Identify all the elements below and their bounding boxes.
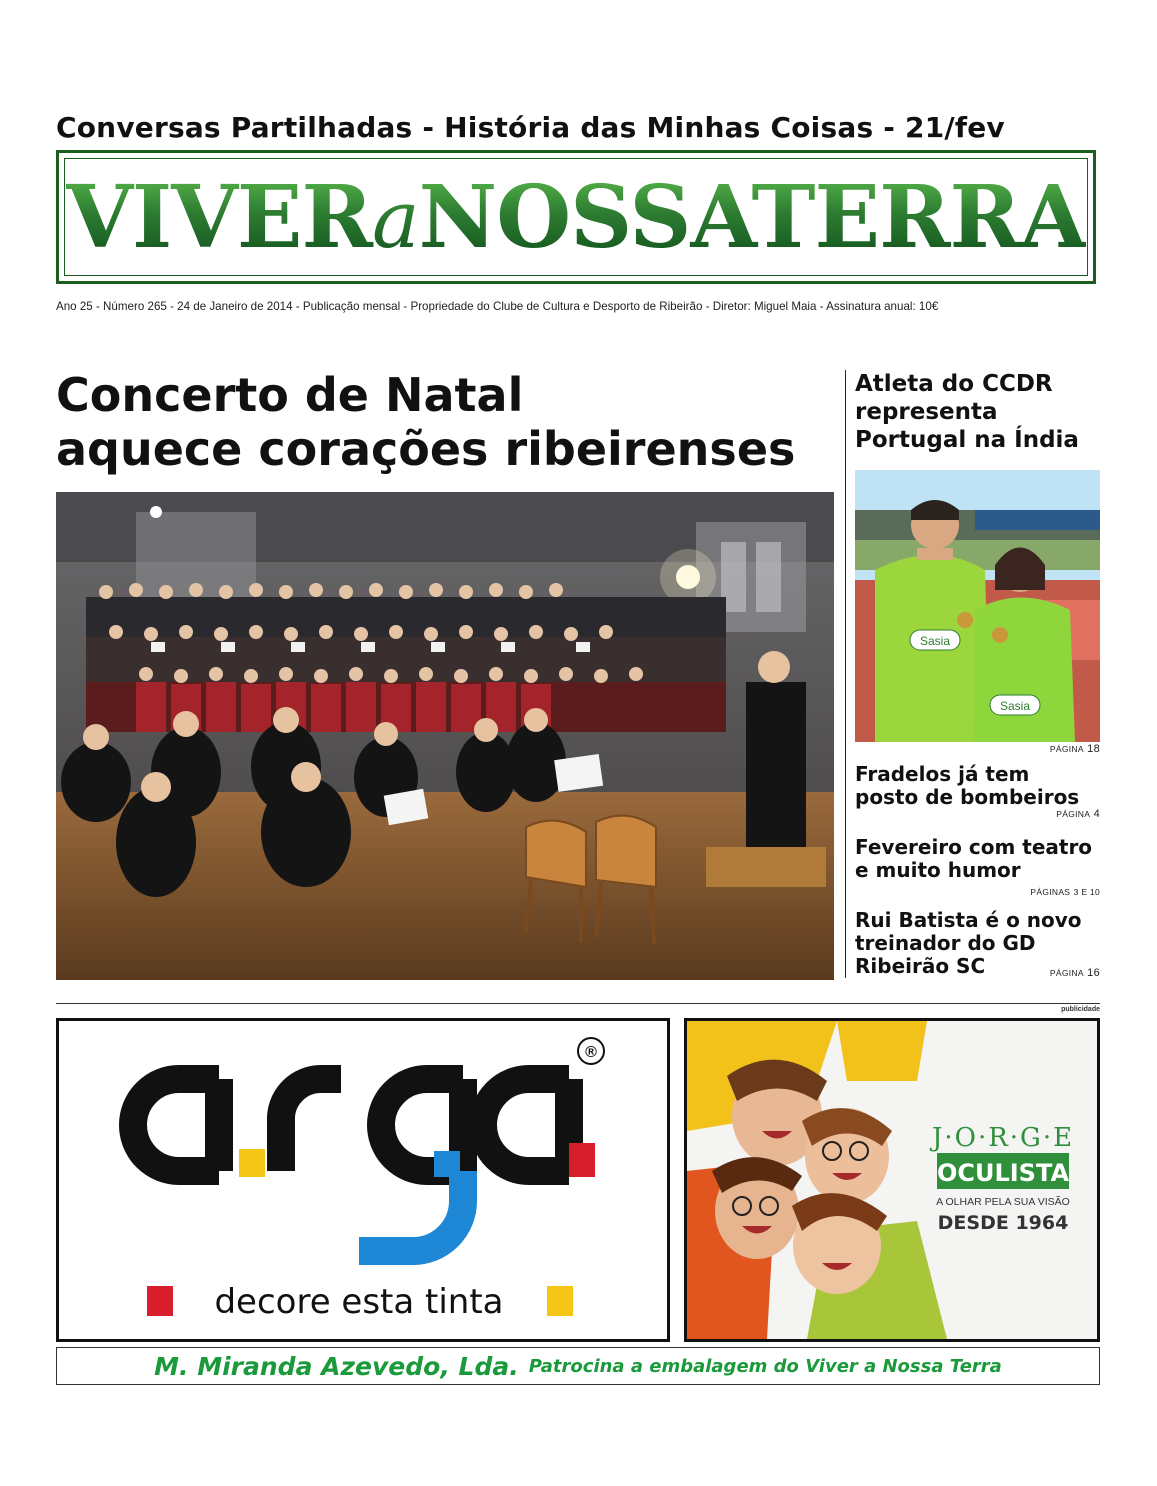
masthead-part-a: a xyxy=(371,172,419,266)
page-ref-number: 16 xyxy=(1087,967,1100,979)
jorge-oculista-ad[interactable] xyxy=(684,1018,1100,1342)
oculista-brand-line2: OCULISTA xyxy=(936,1159,1070,1187)
side-lead-line2: representa xyxy=(855,399,998,425)
issue-info: Ano 25 - Número 265 - 24 de Janeiro de 2014 - Publicação mensal - Propriedade do Clube de Cultura e Desporto de Ribeirão - Diretor: Miguel Maia - Assinatura anual: 10€ xyxy=(56,300,939,313)
arga-ad[interactable] xyxy=(56,1018,670,1342)
concert-photo[interactable] xyxy=(56,492,834,980)
concert-photo-illustration xyxy=(56,492,834,980)
page-ref-number: 18 xyxy=(1087,743,1100,755)
side-lead-line3: Portugal na Índia xyxy=(855,427,1079,453)
side-lead-page-ref xyxy=(855,743,1100,755)
page-ref-label: PÁGINA xyxy=(1049,968,1084,978)
page-ref-label: PÁGINA xyxy=(1049,744,1084,754)
sponsor-bar xyxy=(56,1347,1100,1385)
side-story-page-ref xyxy=(855,808,1100,820)
main-headline[interactable] xyxy=(56,368,836,476)
jorge-oculista-illustration xyxy=(687,1021,1097,1339)
side-story-line: Fradelos já tem xyxy=(855,762,1030,786)
sponsor-name: M. Miranda Azevedo, Lda. xyxy=(154,1351,519,1381)
sponsor-text: Patrocina a embalagem do Viver a Nossa Terra xyxy=(528,1355,1002,1377)
oculista-brand-line1: J·O·R·G·E xyxy=(931,1123,1075,1153)
side-story-page-ref xyxy=(855,886,1100,898)
publicity-label: publicidade xyxy=(1061,1006,1100,1013)
main-headline-line2: aquece corações ribeirenses xyxy=(56,422,796,476)
side-story-line: treinador do GD xyxy=(855,931,1036,955)
athletes-photo[interactable] xyxy=(855,470,1100,742)
column-divider xyxy=(845,370,846,978)
event-banner: Conversas Partilhadas - História das Minhas Coisas - 21/fev xyxy=(56,111,1005,144)
side-story-page-ref xyxy=(855,967,1100,979)
masthead-title xyxy=(66,167,1086,268)
arga-tagline: decore esta tinta xyxy=(214,1282,504,1322)
side-lead-line1: Atleta do CCDR xyxy=(855,371,1053,397)
shirt-logo: Sasia xyxy=(919,634,951,648)
page-ref-number: 4 xyxy=(1093,808,1100,820)
side-story-fevereiro[interactable] xyxy=(855,836,1105,882)
masthead-part-terra: TERRA xyxy=(751,166,1086,268)
page-ref-number: 3 E 10 xyxy=(1073,887,1100,897)
page-ref-label: PÁGINA xyxy=(1056,809,1091,819)
masthead-part-viver: VIVER xyxy=(66,166,372,268)
page-ref-label: PÁGINAS xyxy=(1030,887,1071,897)
side-story-fradelos[interactable] xyxy=(855,763,1105,809)
arga-logo xyxy=(59,1021,667,1339)
ads-divider xyxy=(56,1003,1100,1004)
side-story-line: Rui Batista é o novo xyxy=(855,908,1082,932)
side-lead-headline[interactable] xyxy=(855,370,1105,454)
masthead xyxy=(56,150,1096,284)
oculista-slogan: A OLHAR PELA SUA VISÃO xyxy=(936,1196,1070,1208)
registered-mark: ® xyxy=(585,1044,597,1061)
athletes-photo-illustration xyxy=(855,470,1100,742)
side-story-line: e muito humor xyxy=(855,858,1021,882)
oculista-since: DESDE 1964 xyxy=(937,1212,1069,1234)
side-story-line: posto de bombeiros xyxy=(855,785,1080,809)
main-headline-line1: Concerto de Natal xyxy=(56,368,524,422)
masthead-part-nossa: NOSSA xyxy=(418,166,752,268)
shirt-logo: Sasia xyxy=(999,699,1031,713)
side-story-line: Fevereiro com teatro xyxy=(855,835,1093,859)
side-story-line: Ribeirão SC xyxy=(855,954,986,978)
